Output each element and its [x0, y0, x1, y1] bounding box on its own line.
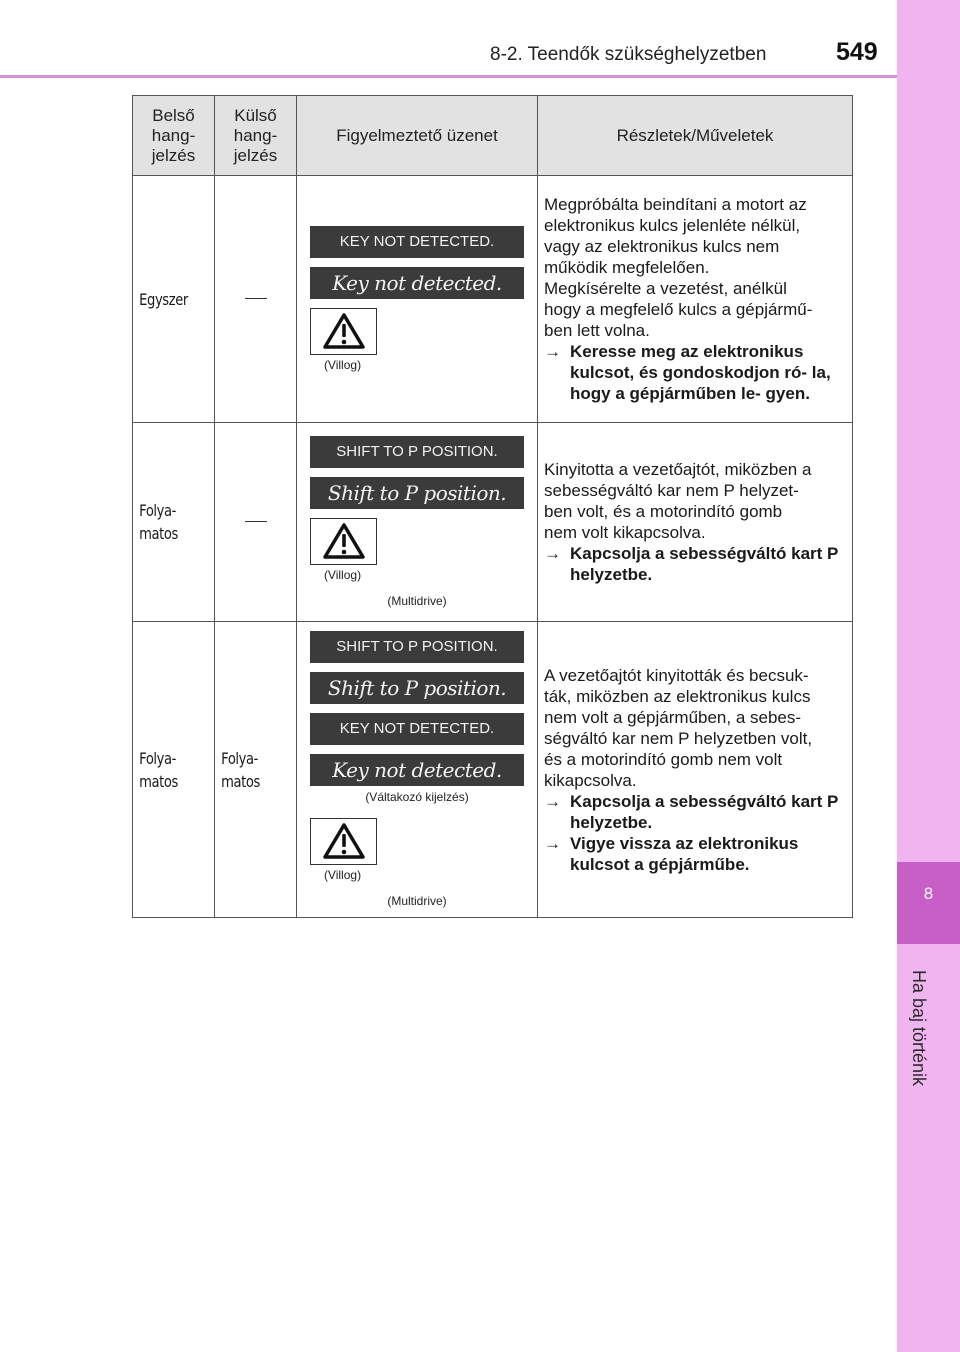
- action-text: Vigye vissza az elektronikus kulcsot a gépjárműbe.: [570, 833, 799, 874]
- details-line: ségváltó kar nem P helyzetben volt,: [544, 728, 813, 748]
- section-title: 8-2. Teendők szükséghelyzetben: [490, 44, 767, 65]
- multidrive-caption: (Multidrive): [387, 594, 447, 609]
- message-cell: [297, 622, 538, 918]
- details-line: nem volt a gépjárműben, a sebes-: [544, 707, 802, 727]
- details-line: vagy az elektronikus kulcs nem: [544, 237, 780, 256]
- message-panel: SHIFT TO P POSITION.: [310, 436, 524, 468]
- details-line: Megkísérelte a vezetést, anélkül: [544, 279, 787, 298]
- external-buzzer-cell: [215, 423, 297, 622]
- right-arrow-icon: →: [544, 833, 561, 853]
- details-line: Kinyitotta a vezetőajtót, miközben a: [544, 460, 812, 479]
- side-tab: [897, 0, 960, 1352]
- message-panel: KEY NOT DETECTED.: [310, 226, 524, 258]
- message-panel: Key not detected.: [310, 754, 524, 786]
- action-text: Kapcsolja a sebességváltó kart P helyzetbe.: [570, 544, 839, 584]
- header-divider: [0, 75, 900, 78]
- details-line: nem volt kikapcsolva.: [544, 523, 706, 542]
- internal-buzzer-cell: Folya- matos: [133, 622, 200, 918]
- header-internal-buzzer: Belső hang- jelzés: [133, 96, 215, 176]
- right-arrow-icon: →: [544, 791, 561, 811]
- table-row: [133, 423, 853, 622]
- message-panel: Shift to P position.: [310, 672, 524, 704]
- page-number: 549: [836, 38, 878, 66]
- internal-buzzer-cell: Folya- matos: [133, 423, 200, 622]
- table-row: [133, 622, 853, 918]
- warning-triangle-icon: [310, 518, 377, 565]
- right-arrow-icon: →: [544, 544, 561, 563]
- action-item: [544, 791, 842, 833]
- header-details: Részletek/Műveletek: [538, 96, 853, 176]
- warning-table: [132, 95, 853, 918]
- action-text: Keresse meg az elektronikus kulcsot, és gondoskodjon ró- la, hogy a gépjárműben le- gyen.: [570, 342, 831, 403]
- multidrive-caption: (Multidrive): [387, 894, 447, 909]
- flash-caption: (Villog): [323, 568, 362, 583]
- action-item: [544, 833, 842, 875]
- flash-caption: (Villog): [323, 868, 362, 883]
- message-panel: SHIFT TO P POSITION.: [310, 631, 524, 663]
- external-buzzer-cell: [215, 176, 297, 423]
- header-external-buzzer: Külső hang- jelzés: [215, 96, 297, 176]
- flash-caption: (Villog): [323, 358, 362, 373]
- details-line: hogy a megfelelő kulcs a gépjármű-: [544, 300, 813, 319]
- right-arrow-icon: →: [544, 342, 561, 361]
- details-line: sebességváltó kar nem P helyzet-: [544, 481, 799, 500]
- internal-buzzer-cell: Egyszer: [133, 176, 200, 423]
- details-cell: [538, 176, 853, 423]
- details-line: ben volt, és a motorindító gomb: [544, 502, 783, 521]
- message-panel: KEY NOT DETECTED.: [310, 713, 524, 745]
- warning-triangle-icon: [310, 308, 377, 355]
- details-line: kikapcsolva.: [544, 770, 637, 790]
- details-line: és a motorindító gomb nem volt: [544, 749, 783, 769]
- alternating-caption: (Váltakozó kijelzés): [365, 789, 469, 804]
- message-panel: Shift to P position.: [310, 477, 524, 509]
- dash-mark: [245, 298, 267, 299]
- message-panel: Key not detected.: [310, 267, 524, 299]
- details-line: Megpróbálta beindítani a motort az: [544, 195, 807, 214]
- details-cell: [538, 423, 853, 622]
- action-text: Kapcsolja a sebességváltó kart P helyzetbe.: [570, 791, 839, 832]
- warning-triangle-icon: [310, 818, 377, 865]
- message-cell: [297, 176, 538, 423]
- table-row: [133, 176, 853, 423]
- table-header-row: [133, 96, 853, 176]
- details-line: ták, miközben az elektronikus kulcs: [544, 686, 811, 706]
- details-line: A vezetőajtót kinyitották és becsuk-: [544, 665, 809, 685]
- external-buzzer-cell: Folya- matos: [215, 622, 282, 918]
- chapter-title: Ha baj történik: [909, 969, 929, 1087]
- details-line: ben lett volna.: [544, 321, 650, 340]
- dash-mark: [245, 521, 267, 522]
- action-item: [544, 543, 842, 585]
- details-line: működik megfelelően.: [544, 258, 710, 277]
- details-line: elektronikus kulcs jelenléte nélkül,: [544, 216, 801, 235]
- message-cell: [297, 423, 538, 622]
- details-cell: [538, 622, 853, 918]
- action-item: [544, 341, 842, 404]
- header-warning-message: Figyelmeztető üzenet: [297, 96, 538, 176]
- chapter-number: 8: [923, 884, 934, 903]
